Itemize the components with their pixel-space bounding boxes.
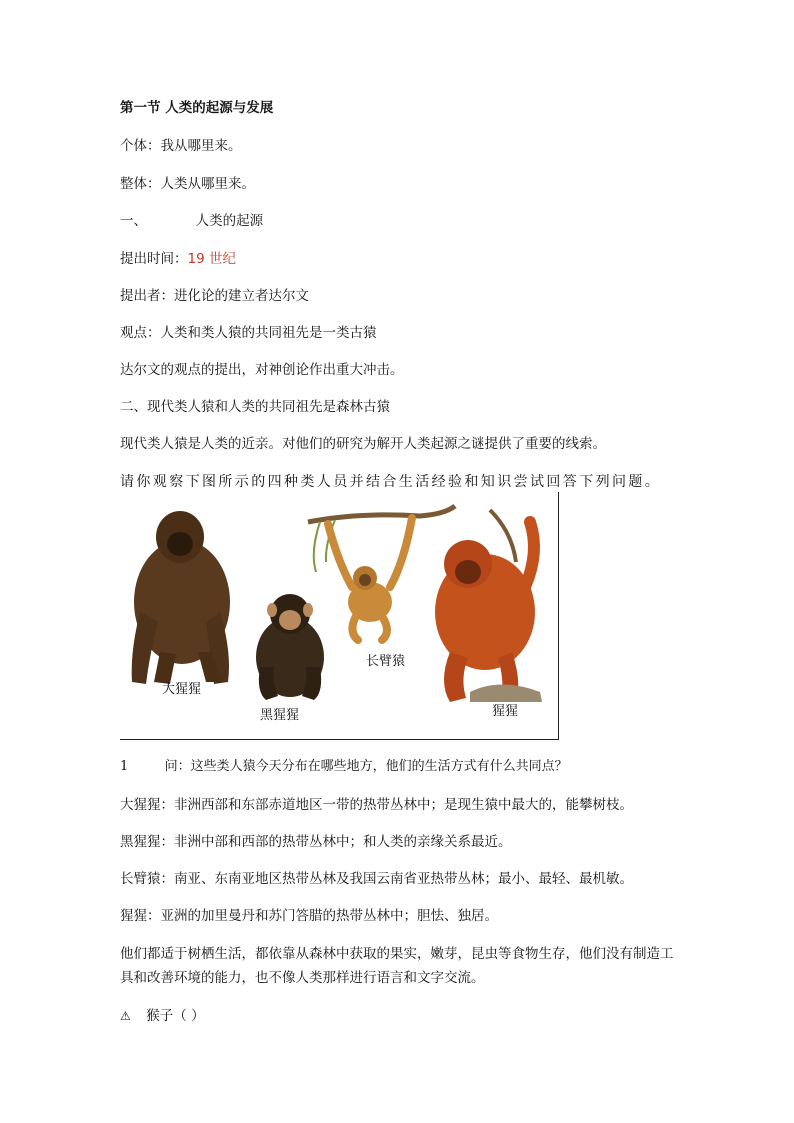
section-1-heading bbox=[120, 211, 263, 231]
bullet-monkey bbox=[120, 1006, 205, 1026]
line-individual: 个体：我从哪里来。 bbox=[120, 138, 242, 154]
page-title: 第一节 人类的起源与发展 bbox=[120, 100, 274, 116]
section-1-number: 一、 bbox=[120, 213, 147, 229]
section-1-title: 人类的起源 bbox=[195, 213, 264, 229]
label-gorilla: 大猩猩 bbox=[162, 682, 202, 697]
question-text: 问：这些类人猿今天分布在哪些地方，他们的生活方式有什么共同点？ bbox=[164, 759, 568, 774]
label-gibbon: 长臂猿 bbox=[366, 654, 406, 669]
gorilla-illustration bbox=[132, 511, 230, 684]
section-2-heading: 二、现代类人猿和人类的共同祖先是森林古猿 bbox=[120, 399, 390, 415]
time-value: 19 世纪 bbox=[187, 251, 236, 267]
line-time bbox=[120, 249, 236, 269]
answer-chimpanzee: 黑猩猩：非洲中部和西部的热带丛林中；和人类的亲缘关系最近。 bbox=[120, 834, 512, 850]
question-1 bbox=[120, 757, 568, 777]
summary-paragraph: 他们都适于树栖生活，都依靠从森林中获取的果实，嫩芽，昆虫等食物生存，他们没有制造工具和改善环境的能力，也不像人类那样进行语言和文字交流。 bbox=[120, 946, 674, 986]
chimpanzee-illustration bbox=[256, 594, 324, 700]
warning-triangle-icon: ⚠ bbox=[120, 1009, 131, 1023]
line-view: 观点：人类和类人猿的共同祖先是一类古猿 bbox=[120, 325, 377, 341]
apes-figure bbox=[120, 492, 559, 740]
line-impact: 达尔文的观点的提出，对神创论作出重大冲击。 bbox=[120, 362, 404, 378]
time-label: 提出时间： bbox=[120, 251, 188, 267]
question-number: 1 bbox=[120, 759, 129, 774]
bullet-text: 猴子（ ） bbox=[146, 1008, 205, 1024]
line-instruction: 请你观察下图所示的四种类人员并结合生活经验和知识尝试回答下列问题。 bbox=[120, 474, 662, 490]
gibbon-illustration bbox=[308, 506, 455, 640]
line-whole: 整体：人类从哪里来。 bbox=[120, 176, 255, 192]
label-orangutan: 猩猩 bbox=[492, 704, 519, 719]
answer-gorilla: 大猩猩：非洲西部和东部赤道地区一带的热带丛林中；是现生猿中最大的，能攀树枝。 bbox=[120, 797, 633, 813]
line-proposer: 提出者：进化论的建立者达尔文 bbox=[120, 288, 309, 304]
line-relatives: 现代类人猿是人类的近亲。对他们的研究为解开人类起源之谜提供了重要的线索。 bbox=[120, 436, 606, 452]
answer-gibbon: 长臂猿：南亚、东南亚地区热带丛林及我国云南省亚热带丛林；最小、最轻、最机敏。 bbox=[120, 871, 633, 887]
orangutan-illustration bbox=[435, 510, 542, 702]
answer-orangutan: 猩猩：亚洲的加里曼丹和苏门答腊的热带丛林中；胆怯、独居。 bbox=[120, 908, 498, 924]
label-chimpanzee: 黑猩猩 bbox=[260, 708, 300, 723]
